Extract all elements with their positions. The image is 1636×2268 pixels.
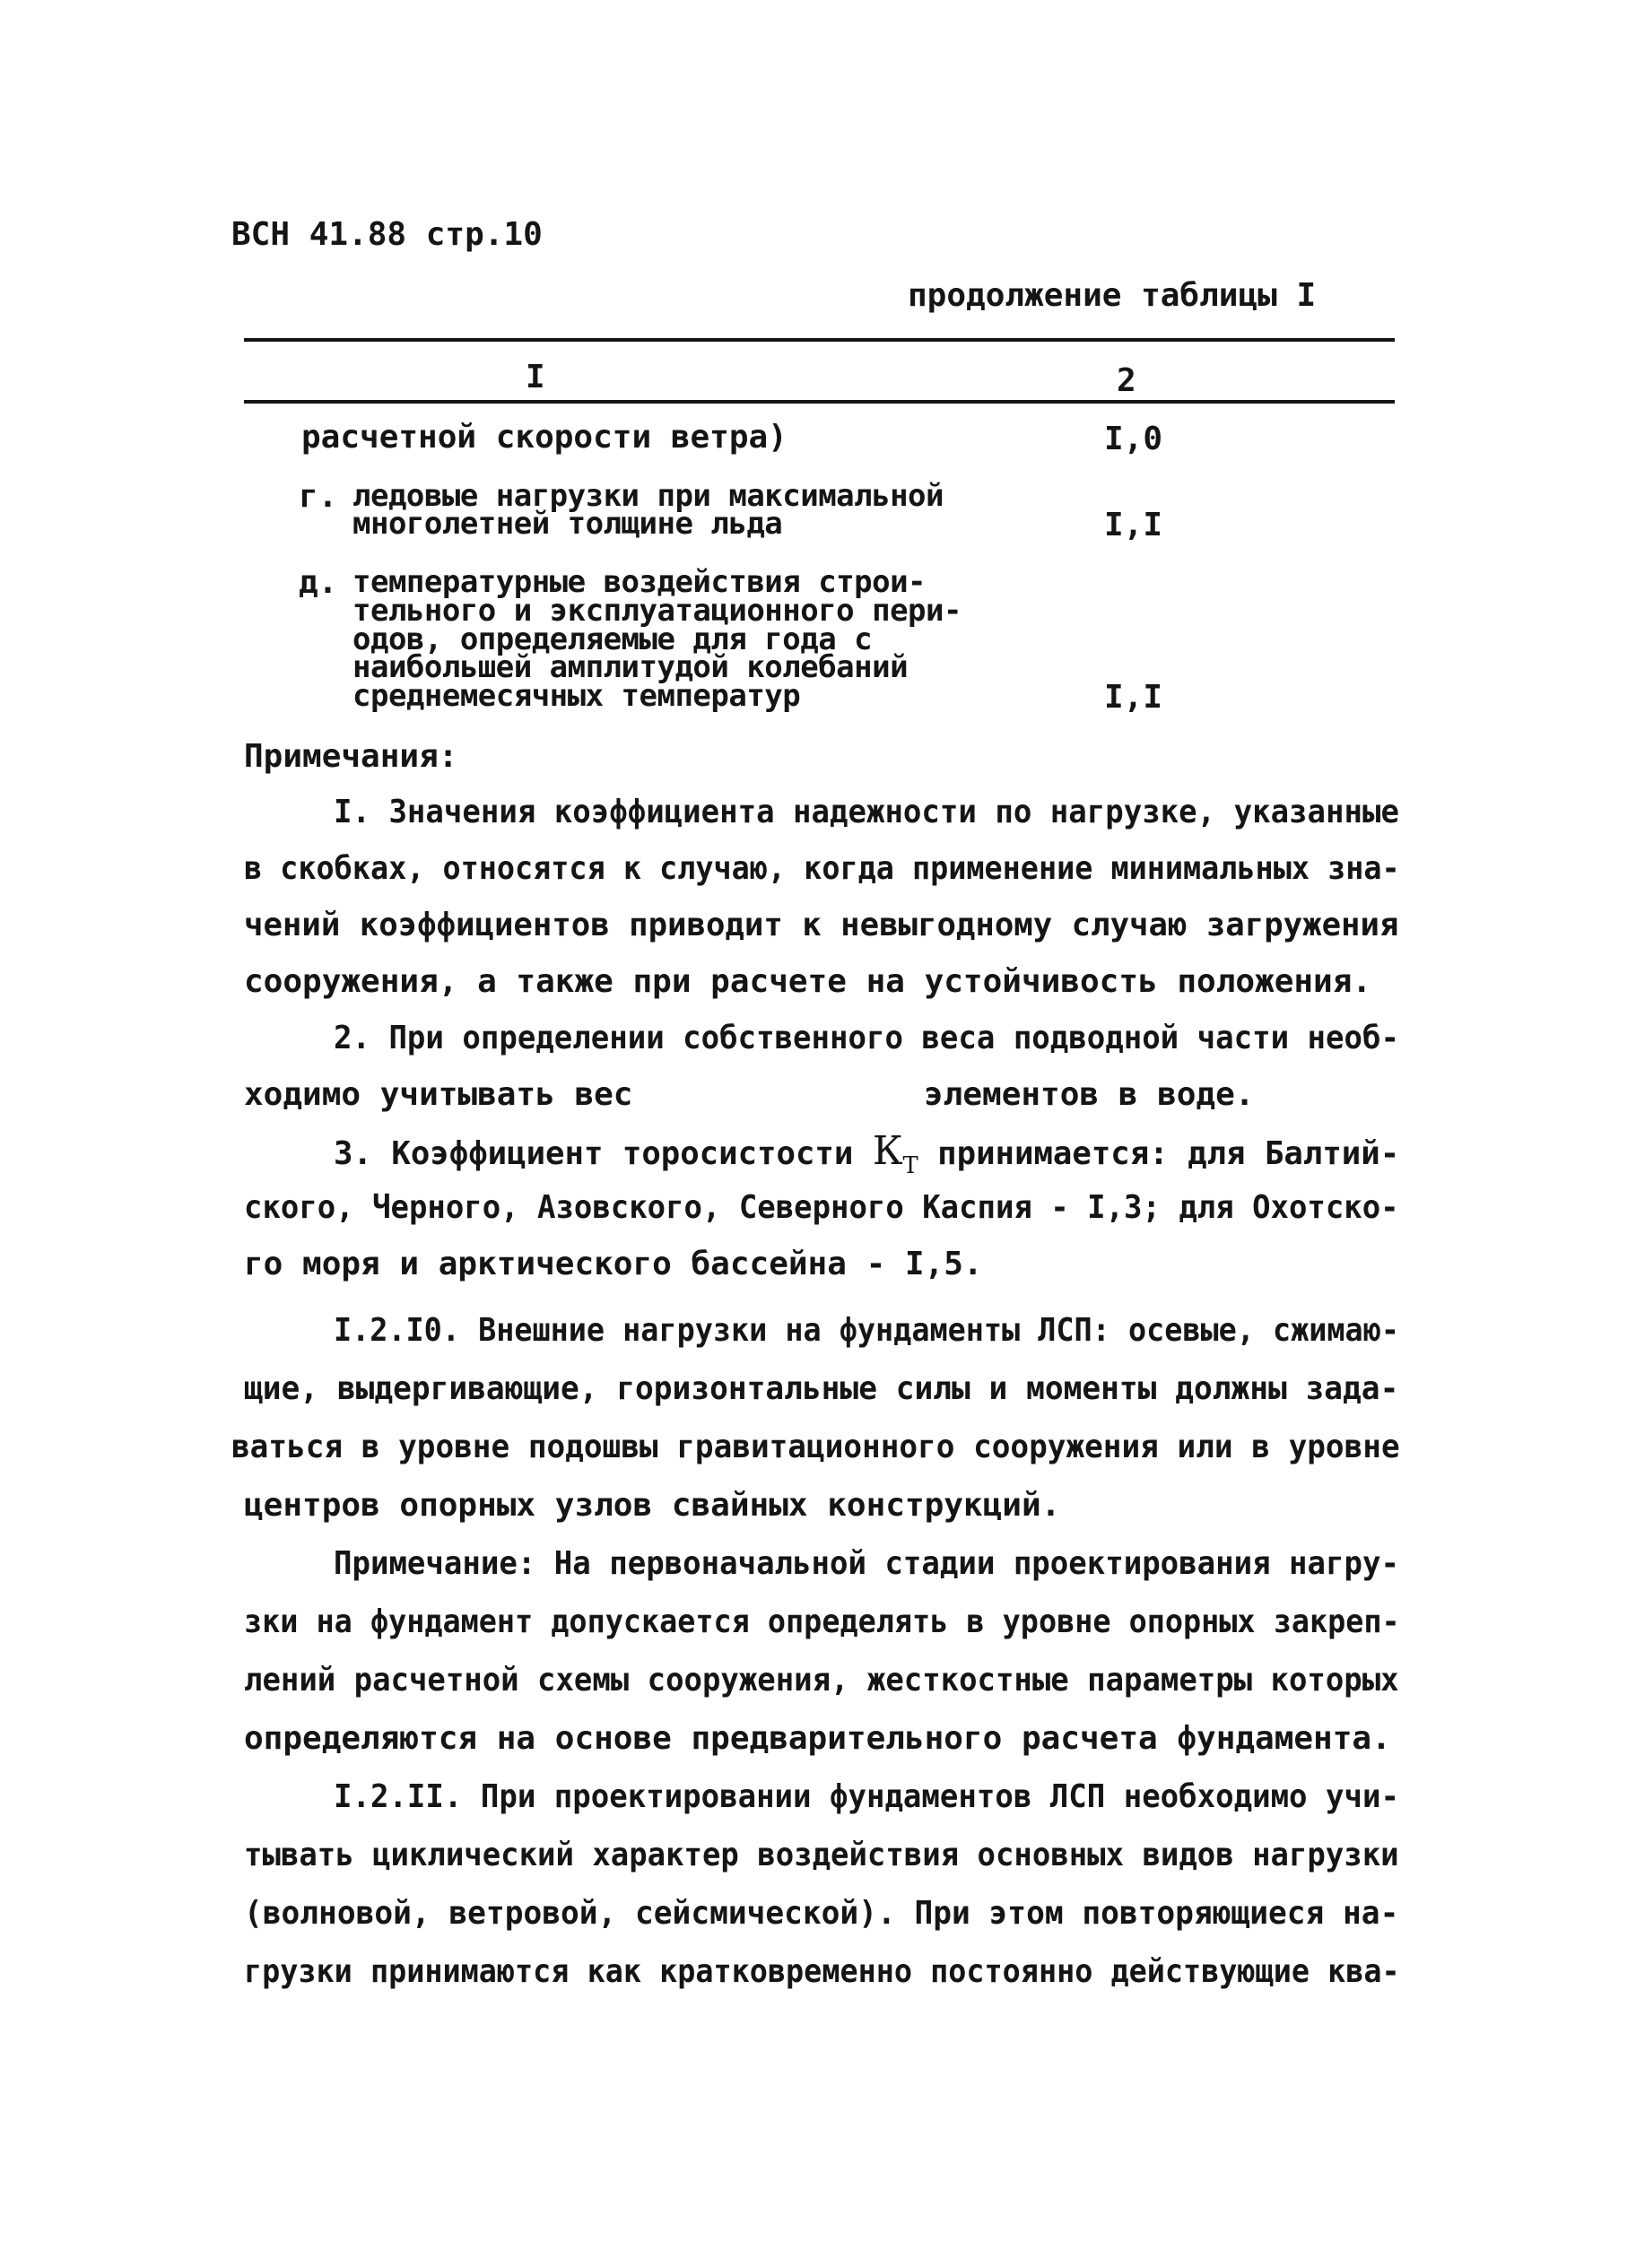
clause-1-2-10-line: ваться в уровне подошвы гравитационного сооружения или в уровне xyxy=(231,1429,1400,1465)
note-2-line-start: ходимо учитывать вес xyxy=(244,1076,633,1113)
note-1-line: в скобках, относятся к случаю, когда применение минимальных зна- xyxy=(244,850,1400,887)
note-1-line: чений коэффициентов приводит к невыгодному случаю загружения xyxy=(244,907,1399,943)
table-continuation-label: продолжение таблицы I xyxy=(908,277,1317,314)
table-row-text: тельного и эксплуатационного пери- xyxy=(352,593,962,629)
note-3-line-start: 3. Коэффициент торосистости xyxy=(334,1135,854,1172)
note-3-line: го моря и арктического бассейна - I,5. xyxy=(244,1246,983,1282)
kt-subscript: Т xyxy=(902,1151,918,1179)
column-header-2: 2 xyxy=(1117,362,1136,399)
table-row-text: одов, определяемые для года с xyxy=(352,621,873,657)
note-3-line: ского, Черного, Азовского, Северного Каспия - I,3; для Охотско- xyxy=(244,1189,1399,1226)
document-reference: ВСН 41.88 стр.10 xyxy=(231,216,543,253)
remark-line: зки на фундамент допускается определять в уровне опорных закреп- xyxy=(244,1603,1400,1640)
clause-1-2-11-line: I.2.II. При проектировании фундаментов ЛСП необходимо учи- xyxy=(334,1778,1399,1815)
table-row-text: ледовые нагрузки при максимальной xyxy=(352,478,944,514)
table-row-text: многолетней толщине льда xyxy=(352,506,783,542)
table-top-rule xyxy=(244,338,1395,342)
remark-line: лений расчетной схемы сооружения, жесткостные параметры которых xyxy=(244,1662,1399,1699)
clause-1-2-11-line: грузки принимаются как кратковременно постоянно действующие ква- xyxy=(244,1953,1400,1990)
table-row-value: I,I xyxy=(1104,679,1163,716)
table-row-text: расчетной скорости ветра) xyxy=(301,419,788,456)
column-header-1: I xyxy=(526,359,545,395)
note-1-line: сооружения, а также при расчете на устойчивость положения. xyxy=(244,963,1372,1000)
clause-1-2-10-line: центров опорных узлов свайных конструкций. xyxy=(244,1487,1061,1524)
kt-letter: К xyxy=(872,1128,903,1174)
clause-1-2-10-line: I.2.I0. Внешние нагрузки на фундаменты ЛСП: осевые, сжимаю- xyxy=(334,1312,1399,1349)
table-row-value: I,0 xyxy=(1104,421,1163,457)
remark-line: Примечание: На первоначальной стадии проектирования нагру- xyxy=(334,1545,1399,1582)
clause-1-2-11-line: (волновой, ветровой, сейсмической). При этом повторяющиеся на- xyxy=(244,1895,1399,1932)
remark-line: определяются на основе предварительного расчета фундамента. xyxy=(244,1720,1391,1757)
table-row-value: I,I xyxy=(1104,507,1163,543)
clause-1-2-10-line: щие, выдергивающие, горизонтальные силы и моменты должны зада- xyxy=(244,1370,1399,1407)
table-header-rule xyxy=(244,400,1395,404)
note-3-line xyxy=(334,1128,1400,1179)
table-row-text: среднемесячных температур xyxy=(352,678,801,714)
table-row-marker: г. xyxy=(299,478,338,515)
clause-1-2-11-line: тывать циклический характер воздействия основных видов нагрузки xyxy=(244,1837,1399,1873)
notes-title: Примечания: xyxy=(244,738,458,775)
table-row-text: температурные воздействия строи- xyxy=(352,564,927,600)
table-row-marker: д. xyxy=(299,564,338,601)
kt-symbol xyxy=(872,1128,918,1179)
note-2-line: 2. При определении собственного веса подводной части необ- xyxy=(334,1020,1399,1056)
note-3-line-end: принимается: для Балтий- xyxy=(937,1135,1400,1172)
table-row-text: наибольшей амплитудой колебаний xyxy=(352,649,909,685)
note-2-line-end: элементов в воде. xyxy=(924,1076,1255,1113)
note-1-line: I. Значения коэффициента надежности по нагрузке, указанные xyxy=(334,794,1399,830)
